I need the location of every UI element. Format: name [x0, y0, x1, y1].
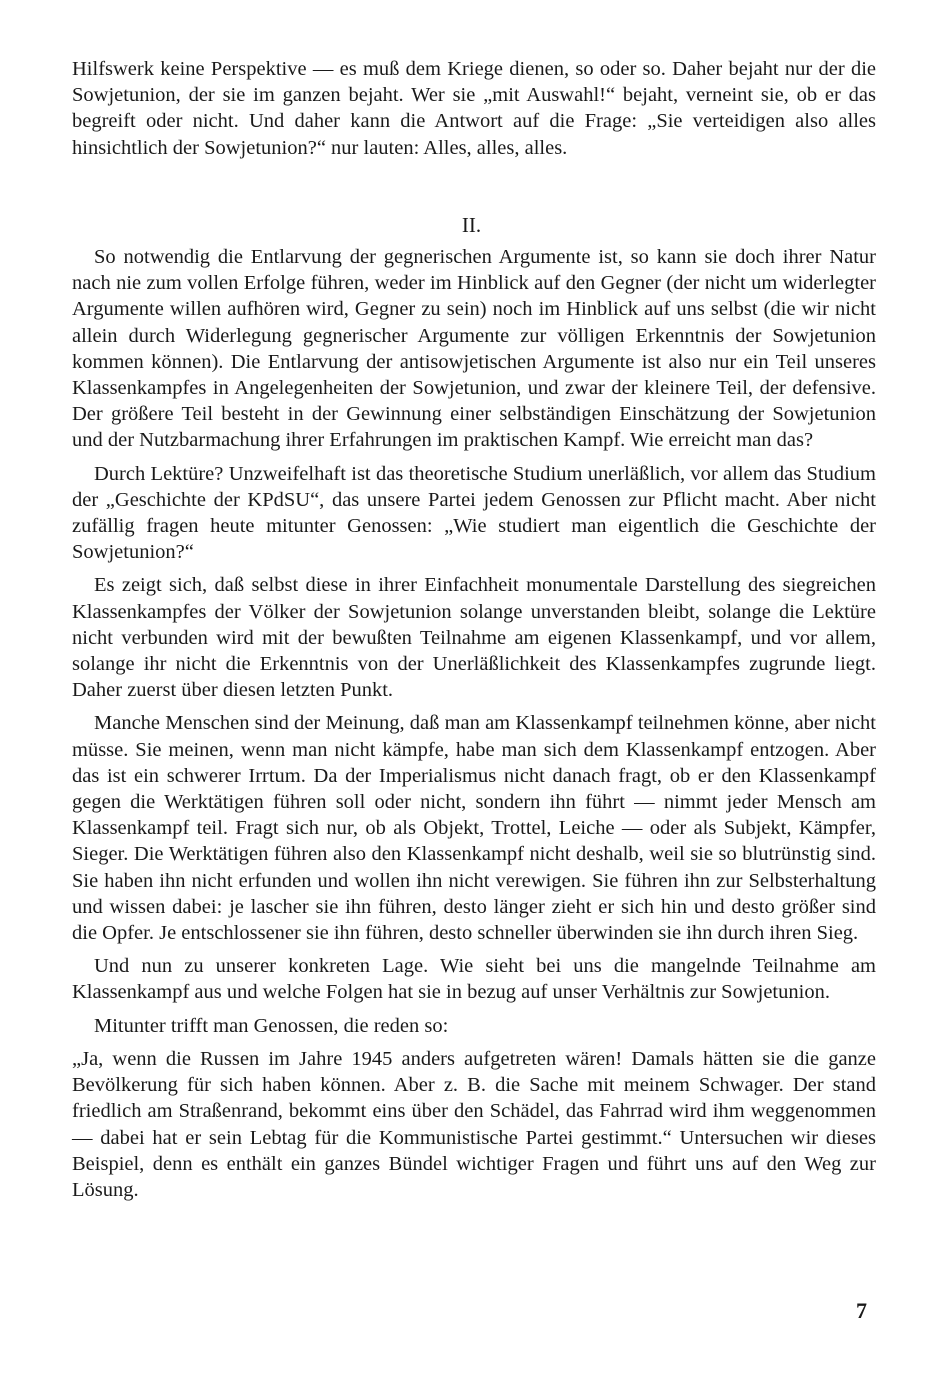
paragraph-3: Es zeigt sich, daß selbst diese in ihrer Einfachheit monumentale Darstellung des siegreichen Klassenkampfes der Völker der Sowjetunion solange unverstanden bleibt, solange die Lektüre nicht verbunden wird mit der bewußten Teilnahme am eigenen Klassenkampf, und vor allem, solange ihr nicht die Erkenntnis von der Unerläßlichkeit des Klassenkampfes zugrunde liegt. Daher zuerst über diesen letzten Punkt.: [72, 574, 876, 702]
paragraph-4: Manche Menschen sind der Meinung, daß man am Klassenkampf teilnehmen könne, aber nicht müsse. Sie meinen, wenn man nicht kämpfe, habe man sich dem Klassenkampf entzogen. Aber das ist ein schwerer Irrtum. Da der Imperialismus nicht danach fragt, ob er den Klassenkampf gegen die Werktätigen führen soll oder nicht, sondern ihn führt — nimmt jeder Mensch am Klassenkampf teil. Fragt sich nur, ob als Objekt, Trottel, Leiche — oder als Subjekt, Kämpfer, Sieger. Die Werktätigen führen also den Klassenkampf nicht deshalb, weil sie so blutrünstig sind. Sie haben ihn nicht erfunden und wollen ihn nicht verewigen. Sie führen ihn zur Selbsterhaltung und wissen dabei: je lascher sie ihn führen, desto länger zieht er sich hin und desto größer sind die Opfer. Je entschlossener sie ihn führen, desto schneller überwinden sie ihn durch ihren Sieg.: [72, 712, 876, 945]
section-heading: II.: [461, 213, 482, 237]
intro-paragraph: Hilfswerk keine Perspektive — es muß dem Kriege dienen, so oder so. Daher bejaht nur der die Sowjetunion, der sie im ganzen bejaht. Wer sie „mit Auswahl!“ bejaht, verneint sie, ob er das begreift oder nicht. Und daher kann die Antwort auf die Frage: „Sie verteidigen also alles hinsichtlich der Sowjetunion?“ nur lauten: Alles, alles, alles.: [72, 58, 876, 159]
paragraph-7: „Ja, wenn die Russen im Jahre 1945 anders aufgetreten wären! Damals hätten sie die ganze Bevölkerung für sich haben können. Aber z. B. die Sache mit meinem Schwager. Der stand friedlich am Straßenrand, bekommt eins über den Schädel, das Fahrrad wird ihm weggenommen — dabei hat er sein Lebtag für die Kommunistische Partei gestimmt.“ Untersuchen wir dieses Beispiel, denn es enthält ein ganzes Bündel wichtiger Fragen und führt uns auf den Weg zur Lösung.: [72, 1047, 876, 1201]
page-number: 7: [856, 1298, 867, 1323]
paragraph-2: Durch Lektüre? Unzweifelhaft ist das theoretische Studium unerläßlich, vor allem das Studium der „Geschichte der KPdSU“, das unsere Partei jedem Genossen zur Pflicht macht. Aber nicht zufällig fragen heute mitunter Genossen: „Wie studiert man eigentlich die Geschichte der Sowjetunion?“: [72, 462, 876, 564]
section-body: [72, 244, 876, 1210]
paragraph-6: Mitunter trifft man Genossen, die reden so:: [94, 1014, 449, 1037]
paragraph-1: So notwendig die Entlarvung der gegnerischen Argumente ist, so kann sie doch ihrer Natur nach nie zum vollen Erfolge führen, weder im Hinblick auf den Gegner (der nicht um widerlegter Argumente willen aufhören wird, Gegner zu sein) noch im Hinblick auf uns selbst (die wir nicht allein durch Widerlegung gegnerischer Argumente zur völligen Erkenntnis der Sowjetunion kommen können). Die Entlarvung der antisowjetischen Argumente ist also nur ein Teil unseres Klassenkampfes in Angelegenheiten der Sowjetunion, und zwar der kleinere Teil, der defensive. Der größere Teil besteht in der Gewinnung einer selbständigen Einschätzung der Sowjetunion und der Nutzbarmachung ihrer Erfahrungen im praktischen Kampf. Wie erreicht man das?: [72, 246, 876, 452]
paragraph-5: Und nun zu unserer konkreten Lage. Wie sieht bei uns die mangelnde Teilnahme am Klassenkampf aus und welche Folgen hat sie in bezug auf unser Verhältnis zur Sowjetunion.: [72, 955, 876, 1004]
